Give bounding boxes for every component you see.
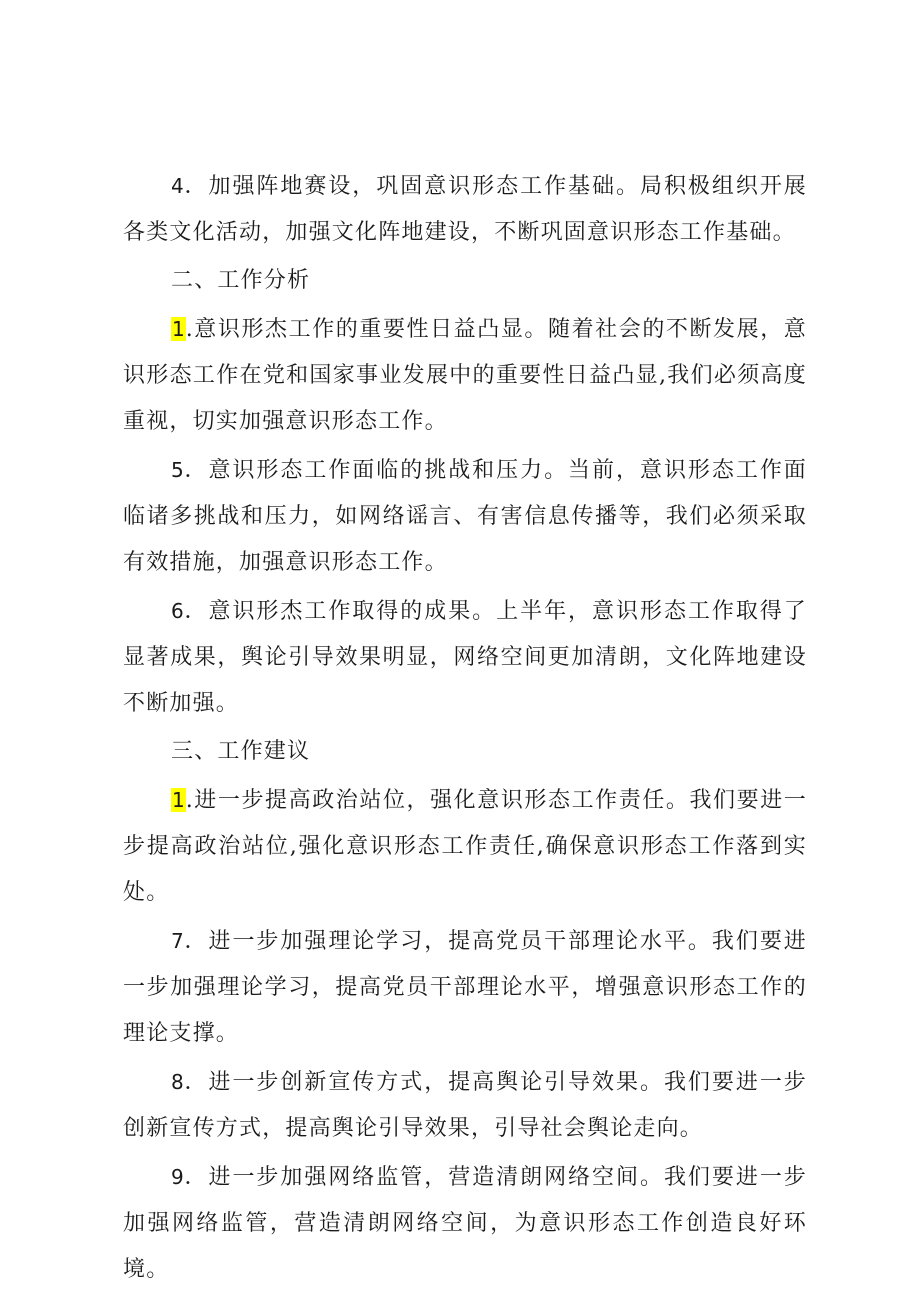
item-number: 6 bbox=[171, 599, 184, 623]
highlighted-item-number: 1 bbox=[172, 788, 185, 812]
paragraph-8 bbox=[123, 1059, 807, 1152]
paragraph-5 bbox=[123, 447, 807, 586]
paragraph-6 bbox=[123, 588, 807, 727]
paragraph-text: .进一步提高政治站位，强化意识形态工作责任。我们要进一步提高政治站位,强化意识形态工作责任,确保意识形态工作落到实处。 bbox=[123, 788, 807, 905]
document-body bbox=[123, 163, 807, 1295]
paragraph-text: ．进一步创新宣传方式，提高舆论引导效果。我们要进一步创新宣传方式，提高舆论引导效果，引导社会舆论走向。 bbox=[123, 1070, 807, 1141]
paragraph-text: ．意识形态工作面临的挑战和压力。当前，意识形态工作面临诸多挑战和压力，如网络谣言、有害信息传播等，我们必须采取有效措施，加强意识形态工作。 bbox=[123, 458, 807, 575]
item-number: 7 bbox=[171, 929, 184, 953]
paragraph-suggestion-1 bbox=[123, 777, 807, 916]
paragraph-9 bbox=[123, 1154, 807, 1293]
paragraph-4 bbox=[123, 163, 807, 256]
item-number: 5 bbox=[171, 458, 184, 482]
section-heading-suggestions: 三、工作建议 bbox=[171, 739, 311, 764]
paragraph-text: ．进一步加强网络监管，营造清朗网络空间。我们要进一步加强网络监管，营造清朗网络空间，为意识形态工作创造良好环境。 bbox=[123, 1165, 807, 1282]
highlighted-item-number: 1 bbox=[172, 317, 185, 341]
paragraph-text: ．意识形杰工作取得的成果。上半年，意识形态工作取得了显著成果，舆论引导效果明显，网络空间更加清朗，文化阵地建设不断加强。 bbox=[123, 599, 807, 716]
paragraph-text: ．加强阵地赛设，巩固意识形态工作基础。局积极组织开展各类文化活动，加强文化阵地建设，不断巩固意识形态工作基础。 bbox=[123, 174, 807, 245]
section-heading-analysis: 二、工作分析 bbox=[171, 268, 311, 293]
item-number: 4 bbox=[171, 174, 184, 198]
paragraph-text: .意识形杰工作的重要性日益凸显。随着社会的不断发展，意识形态工作在党和国家事业发展中的重要性日益凸显,我们必须高度重视，切实加强意识形态工作。 bbox=[123, 317, 807, 434]
paragraph-text: ．进一步加强理论学习，提高党员干部理论水平。我们要进一步加强理论学习，提高党员干部理论水平，增强意识形态工作的理论支撑。 bbox=[123, 929, 807, 1046]
paragraph-7 bbox=[123, 918, 807, 1057]
paragraph-analysis-1 bbox=[123, 306, 807, 445]
item-number: 9 bbox=[171, 1165, 184, 1189]
item-number: 8 bbox=[171, 1070, 184, 1094]
